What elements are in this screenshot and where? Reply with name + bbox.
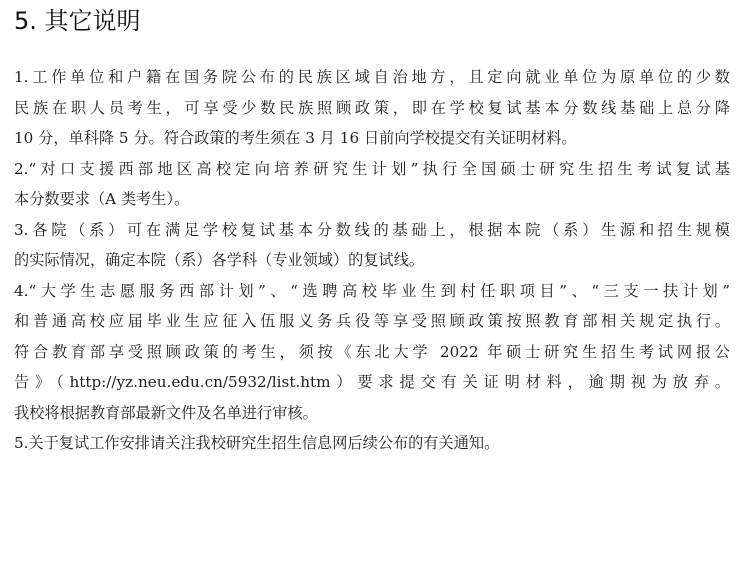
paragraph-4-line-3: 符合教育部享受照顾政策的考生，须按《东北大学 2022 年硕士研究生招生考试网报公 xyxy=(14,342,730,361)
paragraph-3-line-2: 的实际情况，确定本院（系）各学科（专业领域）的复试线。 xyxy=(14,251,425,269)
section-heading: 5. 其它说明 xyxy=(14,7,141,35)
paragraph-2-line-1: 2.“对口支援西部地区高校定向培养研究生计划”执行全国硕士研究生招生考试复试基 xyxy=(14,159,730,178)
paragraph-4-line-5: 我校将根据教育部最新文件及名单进行审核。 xyxy=(14,403,318,422)
paragraph-4-line-1: 4.“大学生志愿服务西部计划”、“选聘高校毕业生到村任职项目”、“三支一扶计划” xyxy=(14,281,730,300)
paragraph-4-line-2: 和普通高校应届毕业生应征入伍服义务兵役等享受照顾政策按照教育部相关规定执行。 xyxy=(14,312,730,330)
paragraph-1-line-1: 1.工作单位和户籍在国务院公布的民族区域自治地方，且定向就业单位为原单位的少数 xyxy=(14,68,730,86)
paragraph-2-line-2: 本分数要求（A 类考生）。 xyxy=(14,190,190,208)
paragraph-5-line-1: 5.关于复试工作安排请关注我校研究生招生信息网后续公布的有关通知。 xyxy=(14,434,500,452)
paragraph-1-line-3: 10 分，单科降 5 分。符合政策的考生须在 3 月 16 日前向学校提交有关证明材料。 xyxy=(14,129,577,147)
paragraph-4-line-4: 告》（http://yz.neu.edu.cn/5932/list.htm）要求提交有关证明材料，逾期视为放弃。 xyxy=(14,373,730,391)
section-body xyxy=(14,62,730,459)
paragraph-1-line-2: 民族在职人员考生，可享受少数民族照顾政策，即在学校复试基本分数线基础上总分降 xyxy=(14,98,730,117)
paragraph-3-line-1: 3.各院（系）可在满足学校复试基本分数线的基础上，根据本院（系）生源和招生规模 xyxy=(14,220,730,239)
